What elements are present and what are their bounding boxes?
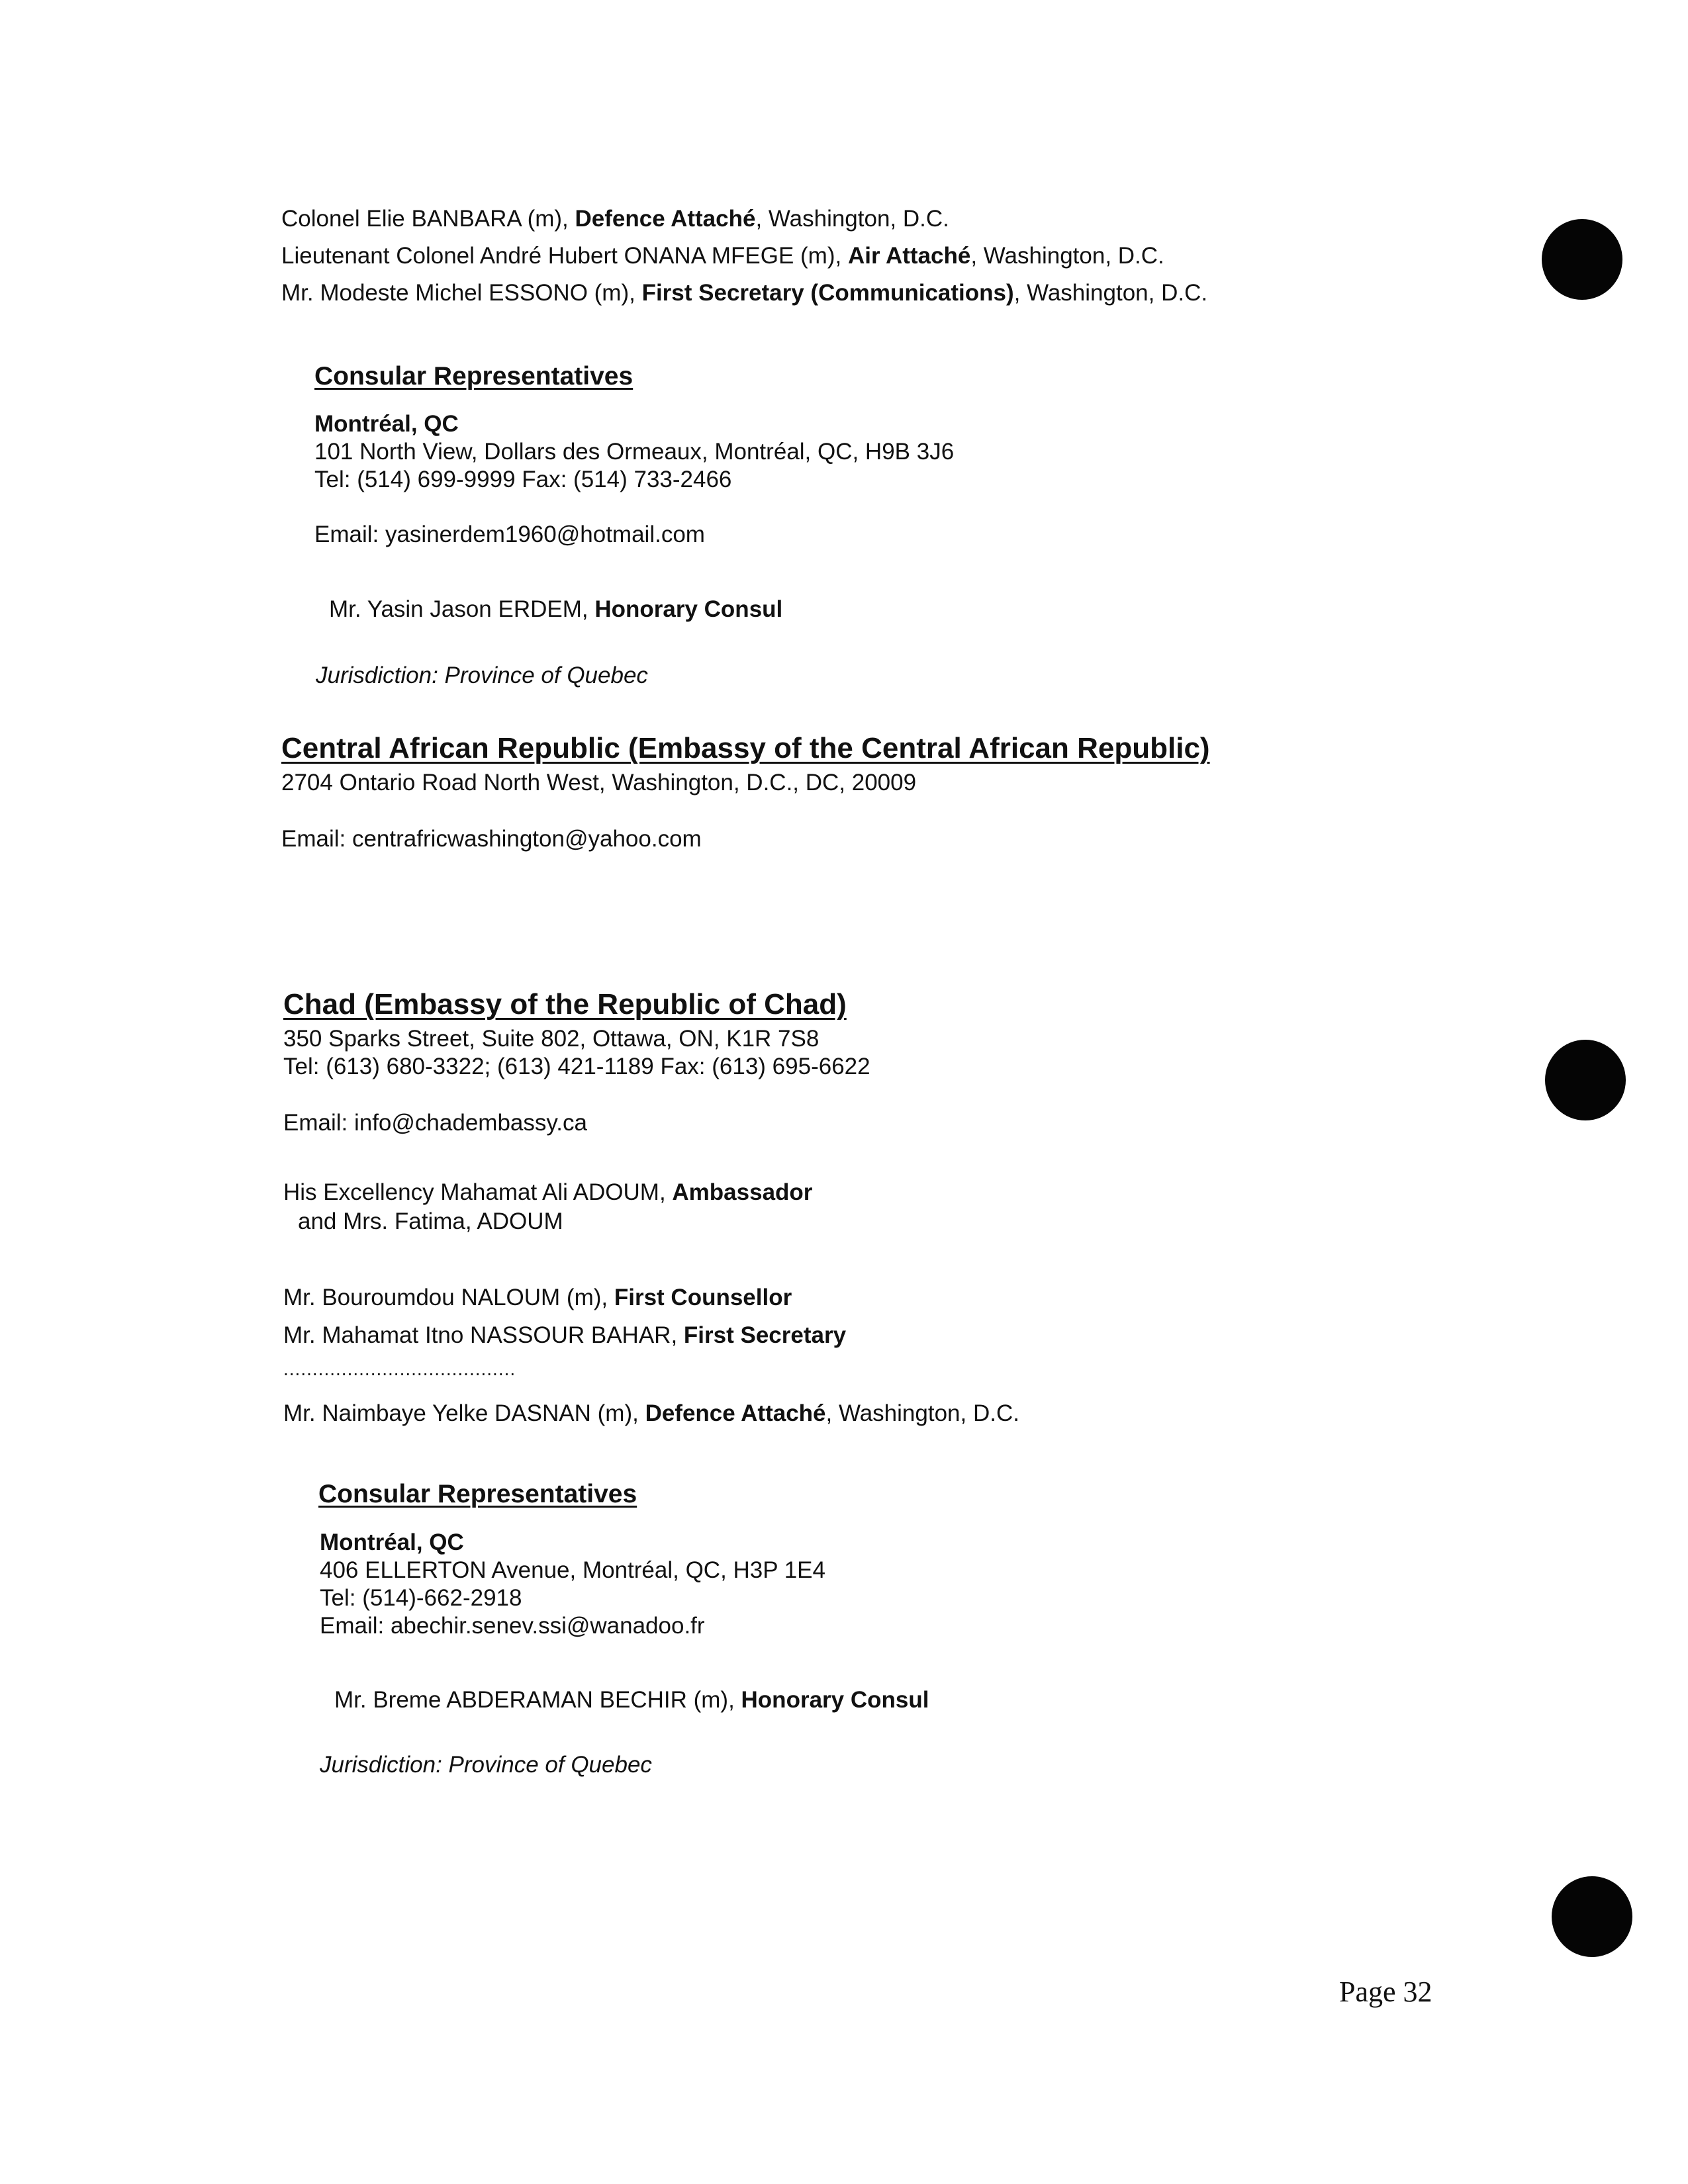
ambassador-title: Ambassador bbox=[672, 1179, 813, 1205]
embassy-phone: Tel: (613) 680-3322; (613) 421-1189 Fax: (613) 695-6622 bbox=[283, 1054, 870, 1079]
consul-line bbox=[334, 1686, 929, 1714]
consul-line bbox=[329, 596, 782, 623]
staff-name: Colonel Elie BANBARA (m), bbox=[281, 206, 575, 232]
staff-title: Defence Attaché bbox=[645, 1400, 826, 1426]
embassy-email: Email: info@chadembassy.ca bbox=[283, 1110, 587, 1136]
staff-line bbox=[283, 1284, 792, 1312]
ambassador-spouse: and Mrs. Fatima, ADOUM bbox=[298, 1208, 563, 1234]
staff-location: , Washington, D.C. bbox=[755, 206, 949, 232]
staff-title: First Counsellor bbox=[614, 1285, 792, 1310]
consular-phone: Tel: (514) 699-9999 Fax: (514) 733-2466 bbox=[314, 467, 732, 492]
embassy-email: Email: centrafricwashington@yahoo.com bbox=[281, 826, 702, 852]
consular-city: Montréal, QC bbox=[314, 411, 459, 437]
embassy-address: 350 Sparks Street, Suite 802, Ottawa, ON, K1R 7S8 bbox=[283, 1026, 820, 1052]
staff-location: , Washington, D.C. bbox=[1013, 280, 1208, 306]
consular-email: Email: yasinerdem1960@hotmail.com bbox=[314, 522, 705, 547]
consular-address: 101 North View, Dollars des Ormeaux, Montréal, QC, H9B 3J6 bbox=[314, 439, 955, 465]
staff-name: Mr. Bouroumdou NALOUM (m), bbox=[283, 1285, 614, 1310]
consular-address: 406 ELLERTON Avenue, Montréal, QC, H3P 1E4 bbox=[320, 1557, 825, 1583]
ambassador-name: His Excellency Mahamat Ali ADOUM, bbox=[283, 1179, 673, 1205]
binder-hole bbox=[1552, 1876, 1632, 1957]
binder-hole bbox=[1542, 219, 1622, 300]
page-number: Page 32 bbox=[1339, 1976, 1432, 2008]
staff-line bbox=[283, 1322, 846, 1349]
consular-jurisdiction: Jurisdiction: Province of Quebec bbox=[316, 662, 648, 688]
staff-name: Mr. Naimbaye Yelke DASNAN (m), bbox=[283, 1400, 645, 1426]
consular-heading: Consular Representatives bbox=[318, 1480, 637, 1508]
embassy-address: 2704 Ontario Road North West, Washington, D.C., DC, 20009 bbox=[281, 770, 917, 796]
dotted-separator: ........................................ bbox=[283, 1359, 516, 1379]
consul-title: Honorary Consul bbox=[594, 596, 783, 622]
consul-name: Mr. Breme ABDERAMAN BECHIR (m), bbox=[334, 1687, 741, 1713]
consular-city: Montréal, QC bbox=[320, 1529, 464, 1555]
staff-location: , Washington, D.C. bbox=[825, 1400, 1019, 1426]
staff-name: Mr. Modeste Michel ESSONO (m), bbox=[281, 280, 642, 306]
ambassador-line bbox=[283, 1179, 812, 1206]
binder-hole bbox=[1545, 1040, 1626, 1120]
staff-line bbox=[281, 279, 1207, 307]
country-heading-car: Central African Republic (Embassy of the Central African Republic) bbox=[281, 732, 1210, 764]
consul-title: Honorary Consul bbox=[741, 1687, 929, 1713]
staff-title: First Secretary bbox=[683, 1322, 847, 1348]
staff-name: Mr. Mahamat Itno NASSOUR BAHAR, bbox=[283, 1322, 684, 1348]
country-heading-chad: Chad (Embassy of the Republic of Chad) bbox=[283, 988, 847, 1021]
consul-name: Mr. Yasin Jason ERDEM, bbox=[329, 596, 595, 622]
consular-phone: Tel: (514)-662-2918 bbox=[320, 1585, 522, 1611]
staff-title: Defence Attaché bbox=[575, 206, 756, 232]
staff-line bbox=[281, 205, 949, 233]
staff-line bbox=[281, 242, 1164, 270]
consular-email: Email: abechir.senev.ssi@wanadoo.fr bbox=[320, 1613, 705, 1639]
staff-line bbox=[283, 1400, 1019, 1428]
staff-location: , Washington, D.C. bbox=[970, 243, 1164, 269]
staff-name: Lieutenant Colonel André Hubert ONANA MFEGE (m), bbox=[281, 243, 848, 269]
consular-heading: Consular Representatives bbox=[314, 362, 633, 390]
staff-title: Air Attaché bbox=[847, 243, 971, 269]
staff-title: First Secretary (Communications) bbox=[641, 280, 1014, 306]
consular-jurisdiction: Jurisdiction: Province of Quebec bbox=[320, 1752, 652, 1778]
